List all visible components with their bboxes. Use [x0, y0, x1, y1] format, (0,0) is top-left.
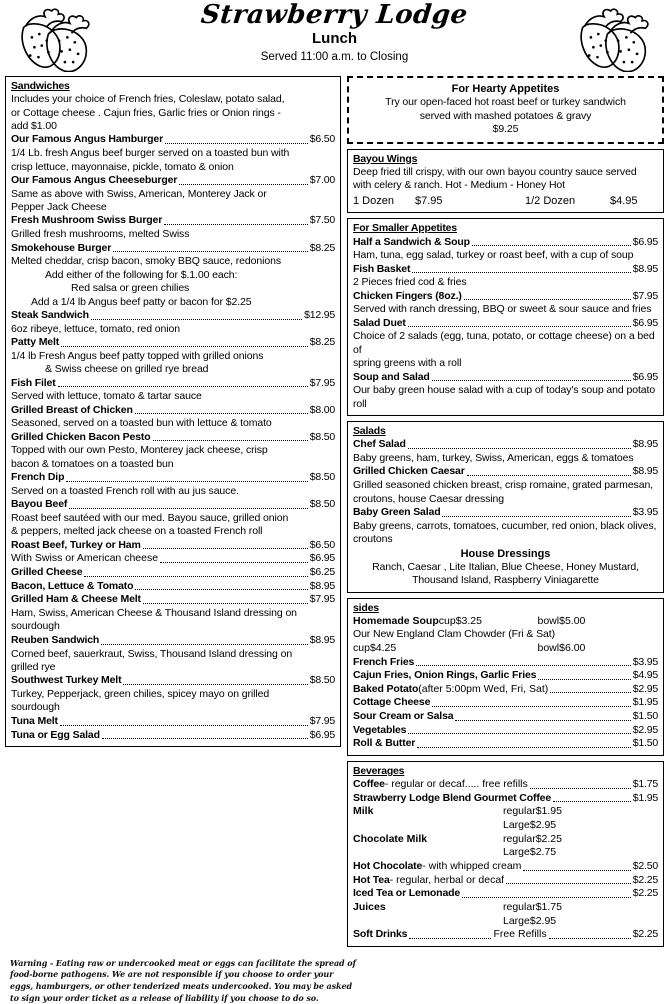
item-description: 1/4 lb Fresh Angus beef patty topped with grilled onions [11, 349, 264, 362]
item-description: Ham, tuna, egg salad, turkey or roast beef, with a cup of soup [353, 249, 634, 262]
menu-item[interactable] [353, 683, 658, 697]
menu-item[interactable] [353, 792, 658, 806]
leader-dots [462, 891, 631, 898]
menu-item[interactable] [11, 729, 335, 743]
item-name: Reuben Sandwich [11, 633, 100, 646]
item-name: Salad Duet [353, 316, 406, 329]
item-name: Coffee [353, 778, 385, 791]
item-description: Same as above with Swiss, American, Monterey Jack or [11, 187, 267, 200]
leader-dots [408, 442, 631, 449]
item-price: $7.95 [309, 376, 335, 389]
item-price: $4.95 [632, 669, 658, 682]
warning-line: eggs, hamburgers, or other tenderized meats undercooked. You may be asked [10, 981, 352, 992]
hearty-line: Try our open-faced hot roast beef or turkey sandwich [385, 96, 626, 109]
leader-dots [69, 502, 307, 509]
menu-item[interactable] [11, 471, 335, 485]
item-description: 1/4 Lb. fresh Angus beef burger served on a toasted bun with [11, 147, 290, 160]
item-price: $8.25 [309, 336, 335, 349]
item-description: sourdough [11, 701, 60, 714]
item-price: $3.95 [632, 655, 658, 668]
house-dressings-heading: House Dressings [460, 547, 551, 560]
item-price: $2.25 [535, 832, 562, 845]
menu-columns [0, 76, 669, 952]
item-price: $8.50 [309, 498, 335, 511]
item-price: $6.95 [632, 235, 658, 248]
milk-regular-row[interactable] [353, 805, 658, 819]
item-price: $2.75 [529, 846, 557, 859]
menu-item[interactable] [353, 506, 658, 520]
item-name: Steak Sandwich [11, 308, 89, 321]
menu-item[interactable] [353, 236, 658, 250]
menu-item[interactable] [11, 133, 335, 147]
item-description: crisp lettuce, mayonnaise, pickle, tomato & onion [11, 160, 234, 173]
beverages-section [347, 761, 664, 947]
item-price: $8.50 [309, 674, 335, 687]
item-name: Fish Basket [353, 262, 411, 275]
item-description: Baby greens, ham, turkey, Swiss, American, eggs & tomatoes [353, 452, 634, 465]
item-description: Baby greens, carrots, tomatoes, cucumber, red onion, black olives, [353, 519, 657, 532]
item-name: Grilled Chicken Bacon Pesto [11, 430, 151, 443]
item-description: Our baby green house salad with a cup of today's soup and potato roll [353, 384, 656, 410]
menu-item[interactable] [353, 928, 658, 942]
leader-dots [553, 795, 631, 802]
sandwiches-intro-line: add $1.00 [11, 120, 57, 132]
menu-item[interactable] [11, 174, 335, 188]
item-price: $8.00 [309, 403, 335, 416]
item-name: Vegetables [353, 723, 407, 736]
leader-dots [432, 374, 631, 381]
menu-item[interactable] [353, 371, 658, 385]
item-description: & Swiss cheese on grilled rye bread [45, 363, 209, 376]
leader-dots [61, 339, 308, 346]
item-description: Topped with our own Pesto, Monterey jack cheese, crisp [11, 444, 268, 457]
house-dressings-line: Ranch, Caesar , Lite Italian, Blue Cheese, Honey Mustard, [372, 560, 639, 573]
leader-dots [143, 597, 308, 604]
sandwiches-section [5, 76, 341, 747]
item-price: $8.95 [632, 438, 658, 451]
menu-item[interactable] [353, 887, 658, 901]
leader-dots [58, 380, 308, 387]
chowder-bowl-price: $6.00 [559, 641, 586, 654]
menu-item[interactable] [353, 860, 658, 874]
item-price: $6.95 [632, 316, 658, 329]
menu-item[interactable] [11, 580, 335, 594]
item-name: French Fries [353, 655, 415, 668]
item-description: croutons [353, 533, 393, 546]
item-name: Our Famous Angus Hamburger [11, 133, 164, 146]
item-price: $7.50 [309, 214, 335, 227]
item-addon-line: Add either of the following for $.1.00 each: [45, 268, 238, 281]
item-price: $8.95 [632, 465, 658, 478]
size-label: Large [503, 846, 530, 859]
item-name: Hot Tea [353, 873, 390, 886]
menu-item[interactable] [11, 634, 335, 648]
item-name: Hot Chocolate [353, 859, 423, 872]
item-price: $1.95 [632, 791, 658, 804]
item-price: $6.95 [309, 728, 335, 741]
smaller-appetites-section [347, 218, 664, 416]
item-addon-line: Red salsa or green chilies [71, 282, 190, 295]
item-price: $2.25 [632, 873, 658, 886]
section-heading-wings: Bayou Wings [353, 152, 418, 165]
milk-large-row[interactable] [353, 819, 658, 833]
item-name: Tuna or Egg Salad [11, 728, 100, 741]
service-hours: Served 11:00 a.m. to Closing [260, 51, 409, 64]
item-price: $8.25 [309, 241, 335, 254]
item-price: $2.95 [632, 682, 658, 695]
bayou-wings-section [347, 149, 664, 214]
leader-dots [153, 434, 308, 441]
section-heading-sandwiches: Sandwiches [11, 80, 70, 92]
item-name: Milk [353, 805, 374, 818]
menu-item[interactable] [11, 431, 335, 445]
item-name: Grilled Breast of Chicken [11, 403, 133, 416]
item-price: $7.95 [309, 593, 335, 606]
item-addon-line: Add a 1/4 lb Angus beef patty or bacon for $2.25 [31, 295, 252, 308]
item-price: $8.50 [309, 471, 335, 484]
menu-item[interactable] [353, 263, 658, 277]
leader-dots [113, 245, 308, 252]
wings-description: Deep fried till crispy, with our own bayou country sauce served [353, 165, 637, 178]
item-name: Chef Salad [353, 438, 406, 451]
item-description: Ham, Swiss, American Cheese & Thousand Island dressing on [11, 607, 297, 619]
item-description: Grilled fresh mushrooms, melted Swiss [11, 228, 190, 241]
menu-item[interactable] [11, 336, 335, 350]
leader-dots [101, 637, 308, 644]
item-name: Juices [353, 900, 386, 913]
leader-dots [464, 293, 631, 300]
item-description: Served with ranch dressing, BBQ or sweet & sour sauce and fries [353, 303, 652, 316]
item-name-suffix: - with whipped cream [422, 859, 522, 872]
chowder-bowl-label: bowl [537, 641, 560, 654]
menu-item[interactable] [353, 438, 658, 452]
item-name: Homemade Soup [353, 614, 439, 627]
soup-cup-price: $3.25 [455, 614, 482, 627]
leader-dots [66, 475, 307, 482]
item-price: $7.00 [309, 173, 335, 186]
strawberry-icon [571, 6, 657, 72]
item-name: Chicken Fingers (8oz.) [353, 289, 462, 302]
meal-label: Lunch [312, 30, 357, 48]
menu-item[interactable] [353, 669, 658, 683]
chowder-cup-price: $4.25 [369, 641, 397, 654]
item-price: $1.95 [535, 805, 562, 818]
menu-item[interactable] [353, 778, 658, 792]
chowder-price-row[interactable] [353, 642, 658, 656]
juices-large-row[interactable] [353, 915, 658, 929]
item-name: Bacon, Lettuce & Tomato [11, 579, 134, 592]
leader-dots [412, 266, 630, 273]
health-warning [0, 952, 669, 1004]
left-column [5, 76, 341, 952]
leader-dots [165, 137, 308, 144]
item-price: $1.95 [632, 696, 658, 709]
soup-bowl-price: $5.00 [559, 614, 586, 627]
menu-item[interactable] [353, 317, 658, 331]
menu-item[interactable] [353, 696, 658, 710]
leader-dots [550, 686, 630, 693]
leader-dots [123, 678, 307, 685]
leader-dots [538, 673, 630, 680]
menu-item[interactable] [11, 242, 335, 256]
item-description: Seasoned, served on a toasted bun with lettuce & tomato [11, 417, 272, 430]
item-description: spring greens with a roll [353, 357, 462, 370]
item-name: With Swiss or American cheese [11, 552, 159, 565]
item-price: $2.95 [529, 819, 557, 832]
leader-dots [416, 659, 630, 666]
item-price: $12.95 [304, 308, 335, 321]
item-name: Roast Beef, Turkey or Ham [11, 538, 141, 551]
chocolate-milk-regular-row[interactable] [353, 833, 658, 847]
leader-dots [417, 741, 631, 748]
item-description: Served on a toasted French roll with au jus sauce. [11, 484, 239, 497]
size-label: Large [503, 914, 530, 927]
leader-dots [135, 407, 308, 414]
item-name: French Dip [11, 471, 65, 484]
section-heading-smaller: For Smaller Appetites [353, 222, 457, 235]
leader-dots [91, 312, 302, 319]
leader-dots [455, 713, 630, 720]
item-name: Fish Filet [11, 376, 56, 389]
leader-dots [442, 509, 630, 516]
soup-bowl-label: bowl [537, 614, 560, 627]
section-heading-beverages: Beverages [353, 765, 405, 778]
item-name-suffix: - regular, herbal or decaf [389, 873, 505, 886]
item-name: Chocolate Milk [353, 832, 428, 845]
leader-dots [84, 569, 307, 576]
leader-dots [549, 932, 631, 939]
menu-item[interactable] [11, 552, 335, 566]
item-description: Corned beef, sauerkraut, Swiss, Thousand Island dressing on [11, 647, 293, 660]
item-description: grilled rye [11, 660, 56, 673]
wings-qty-half: 1/2 Dozen [525, 194, 576, 207]
leader-dots [467, 469, 631, 476]
wings-price-dozen: $7.95 [415, 194, 443, 207]
menu-item[interactable] [11, 309, 335, 323]
item-price: $6.50 [309, 133, 335, 146]
item-description: Grilled seasoned chicken breast, crisp romaine, grated parmesan, [353, 479, 654, 492]
item-price: $1.75 [535, 900, 562, 913]
item-price: $8.95 [309, 579, 335, 592]
page-title: Strawberry Lodge [199, 0, 470, 30]
chowder-cup-label: cup [353, 641, 370, 654]
item-description: Roast beef sautéed with our med. Bayou sauce, grilled onion [11, 511, 289, 524]
menu-item[interactable] [11, 377, 335, 391]
item-price: $2.95 [529, 914, 557, 927]
hearty-appetites-section [347, 76, 664, 144]
leader-dots [472, 239, 631, 246]
item-price: $2.25 [632, 887, 658, 900]
title-block [0, 2, 669, 63]
item-description: bacon & tomatoes on a toasted bun [11, 457, 174, 470]
leader-dots [60, 718, 308, 725]
item-description: Served with lettuce, tomato & tartar sauce [11, 390, 202, 403]
warning-line: Warning - Eating raw or undercooked meat or eggs can facilitate the spread of [10, 957, 356, 968]
juices-regular-row[interactable] [353, 901, 658, 915]
item-description: Melted cheddar, crisp bacon, smoky BBQ sauce, redonions [11, 255, 281, 268]
item-price: $2.95 [632, 723, 658, 736]
item-name: Roll & Butter [353, 737, 416, 750]
item-name: Baby Green Salad [353, 506, 441, 518]
item-price: $7.95 [309, 714, 335, 727]
menu-item[interactable] [11, 214, 335, 228]
wings-description: with celery & ranch. Hot - Medium - Honey Hot [353, 179, 565, 192]
item-name: Iced Tea or Lemonade [353, 887, 461, 900]
item-price: $1.75 [632, 778, 658, 791]
item-name: Patty Melt [11, 336, 60, 349]
item-name: Our Famous Angus Cheeseburger [11, 173, 178, 186]
hearty-price: $9.25 [492, 123, 519, 136]
menu-header [0, 0, 669, 76]
item-price: $8.50 [309, 430, 335, 443]
hearty-line: served with mashed potatoes & gravy [419, 109, 592, 122]
wings-price-half: $4.95 [610, 194, 638, 207]
item-description: 6oz ribeye, lettuce, tomato, red onion [11, 322, 180, 335]
item-price: $8.95 [632, 262, 658, 275]
item-name: Cajun Fries, Onion Rings, Garlic Fries [353, 669, 537, 682]
leader-dots [506, 877, 631, 884]
item-name: Smokehouse Burger [11, 241, 112, 254]
menu-item[interactable] [11, 404, 335, 418]
menu-item[interactable] [11, 593, 335, 607]
item-name: Grilled Cheese [11, 566, 83, 579]
menu-item[interactable] [11, 498, 335, 512]
menu-item[interactable] [353, 710, 658, 724]
item-name: Grilled Ham & Cheese Melt [11, 593, 141, 606]
menu-item[interactable] [353, 737, 658, 751]
leader-dots [179, 177, 308, 184]
item-description: croutons, house Caesar dressing [353, 492, 504, 505]
right-column [347, 76, 664, 952]
leader-dots [408, 320, 631, 327]
item-price: $7.95 [632, 289, 658, 302]
item-name: Soup and Salad [353, 370, 430, 383]
item-price: $1.50 [632, 737, 658, 750]
item-price: $3.95 [632, 506, 658, 518]
item-name: Grilled Chicken Caesar [353, 465, 465, 478]
item-name: Strawberry Lodge Blend Gourmet Coffee [353, 791, 552, 804]
wings-qty-dozen: 1 Dozen [353, 194, 394, 207]
menu-item[interactable] [353, 290, 658, 304]
soup-cup-label: cup [438, 614, 456, 627]
item-price: $6.25 [309, 566, 335, 579]
item-name-suffix: - regular or decaf..... free refills [384, 778, 528, 791]
leader-dots [409, 932, 491, 939]
size-label: Large [503, 819, 530, 832]
leader-dots [160, 556, 308, 563]
item-price: $1.50 [632, 710, 658, 723]
size-label: regular [503, 900, 536, 913]
warning-line: to sign your order ticket as a release of liability if you choose to do so. [10, 992, 319, 1003]
menu-item[interactable] [11, 674, 335, 688]
menu-item[interactable] [11, 566, 335, 580]
item-name: Cottage Cheese [353, 696, 431, 709]
item-name: Bayou Beef [11, 498, 68, 511]
menu-item[interactable] [353, 874, 658, 888]
item-description: Pepper Jack Cheese [11, 201, 107, 214]
leader-dots [135, 583, 307, 590]
chowder-note: Our New England Clam Chowder (Fri & Sat) [353, 628, 555, 641]
leader-dots [143, 542, 308, 549]
soup-price-row[interactable] [353, 615, 658, 629]
leader-dots [523, 863, 630, 870]
size-label: regular [503, 805, 536, 818]
leader-dots [432, 700, 630, 707]
leader-dots [102, 732, 308, 739]
chocolate-milk-large-row[interactable] [353, 846, 658, 860]
wings-price-row[interactable] [353, 193, 658, 209]
leader-dots [164, 218, 308, 225]
item-name: Southwest Turkey Melt [11, 674, 122, 687]
item-name: Fresh Mushroom Swiss Burger [11, 214, 163, 227]
item-price: $8.95 [309, 633, 335, 646]
section-heading-sides: sides [353, 601, 379, 614]
section-heading-salads: Salads [353, 425, 386, 438]
menu-item[interactable] [353, 724, 658, 738]
item-price: $2.25 [632, 928, 658, 941]
size-label: regular [503, 832, 536, 845]
item-description: Choice of 2 salads (egg, tuna, potato, or cottage cheese) on a bed of [353, 330, 655, 356]
menu-item[interactable] [11, 539, 335, 553]
item-price: $6.95 [632, 370, 658, 383]
item-description: sourdough [11, 620, 60, 633]
item-name: Soft Drinks [353, 928, 408, 941]
item-name: Half a Sandwich & Soup [353, 235, 470, 248]
warning-line: food-borne pathogens. We are not responsible if you choose to order your [10, 969, 334, 980]
leader-dots [408, 727, 630, 734]
item-description: Turkey, Pepperjack, green chilies, spicey mayo on grilled [11, 688, 270, 701]
menu-item[interactable] [11, 715, 335, 729]
item-price: $6.50 [309, 538, 335, 551]
menu-item[interactable] [353, 656, 658, 670]
house-dressings-line: Thousand Island, Raspberry Viniagarette [412, 574, 599, 587]
item-description: 2 Pieces fried cod & fries [353, 276, 467, 289]
soft-drinks-note: Free Refills [493, 928, 547, 941]
menu-item[interactable] [353, 465, 658, 479]
sandwiches-intro-line: Includes your choice of French fries, Coleslaw, potato salad, [11, 93, 285, 106]
item-name-suffix: (after 5:00pm Wed, Fri, Sat) [418, 682, 549, 695]
sandwiches-intro-line: or Cottage cheese . Cajun fries, Garlic fries or Onion rings - [11, 106, 281, 119]
item-name: Tuna Melt [11, 714, 58, 727]
item-name: Baked Potato [353, 682, 419, 695]
item-description: & peppers, melted jack cheese on a toasted French roll [11, 525, 263, 538]
item-price: $6.95 [309, 552, 335, 565]
section-heading-hearty: For Hearty Appetites [451, 83, 560, 95]
item-price: $2.50 [632, 859, 658, 872]
sides-section [347, 598, 664, 756]
item-name: Sour Cream or Salsa [353, 710, 454, 723]
salads-section [347, 421, 664, 592]
